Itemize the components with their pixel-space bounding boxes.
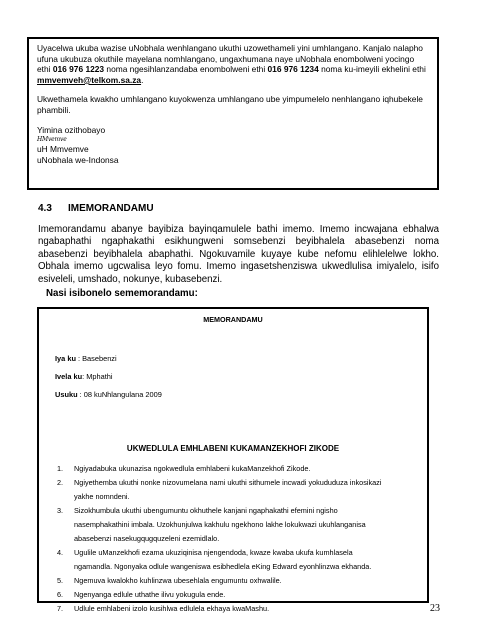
memo-item-number: 1. xyxy=(57,464,64,473)
email-link[interactable]: mmvemveh@telkom.sa.za xyxy=(37,74,142,85)
memo-item xyxy=(57,546,422,574)
memo-item-line: Ngiyadabuka ukunazisa ngokwedlula emhlabeni kukaManzekhofi Zikode. xyxy=(74,464,311,473)
contact-text: . xyxy=(141,74,144,85)
memo-item-line: Ngiyethemba ukuthi nonke nizovumelana nami ukuthi sithumele incwadi yokududuza inkosikazi xyxy=(74,478,382,487)
page-number: 23 xyxy=(430,603,440,614)
memo-item-line: nasemphakathini imbala. Uzokhunjulwa kakhulu ngekhono lakhe lokukwazi ukuhlanganisa xyxy=(74,520,366,529)
letter-paragraph-contact xyxy=(37,43,429,85)
section-number: 4.3 xyxy=(38,203,52,214)
memo-item xyxy=(57,476,422,504)
example-label: Nasi isibonelo sememorandamu: xyxy=(46,288,198,299)
memo-item xyxy=(57,462,422,476)
memo-to-row xyxy=(55,354,117,363)
signature: HMvemve xyxy=(37,136,67,144)
memo-item xyxy=(57,504,422,546)
memo-date-value: : 08 kuNhlangulana 2009 xyxy=(79,390,162,399)
memo-box xyxy=(37,307,429,613)
memo-item-number: 2. xyxy=(57,478,64,487)
letter-closing: Yimina ozithobayo xyxy=(37,124,106,135)
contact-text: noma ku-imeyili ekhelini ethi xyxy=(318,64,426,75)
memo-item-line: yakhe nomndeni. xyxy=(74,492,130,501)
memo-from-label: Ivela ku xyxy=(55,372,83,381)
memo-item-line: Ngemuva kwalokho kuhlinzwa ubesehlala engumuntu oxhwalile. xyxy=(74,576,282,585)
contact-text: noma ngesihlanzandaba enombolweni ethi xyxy=(104,64,268,75)
section-title: IMEMORANDAMU xyxy=(68,203,154,214)
memo-item-number: 7. xyxy=(57,604,64,613)
section-heading xyxy=(38,203,154,214)
memo-items-list xyxy=(57,462,422,616)
memo-from-row xyxy=(55,372,113,381)
letter-box xyxy=(27,37,439,190)
memo-to-value: : Basebenzi xyxy=(78,354,117,363)
memo-item-line: ngamandla. Ngonyaka odlule wangeniswa esibhedlela eKing Edward eyonhlinzwa ekhanda. xyxy=(74,562,372,571)
memo-from-value: : Mphathi xyxy=(82,372,113,381)
memo-item-line: Udlule emhlabeni izolo kusihlwa edlulela ekhaya kwaMashu. xyxy=(74,604,270,613)
memo-to-label: Iya ku xyxy=(55,354,76,363)
memo-item-line: abasebenzi nasekugqugquzeleni ezemidlalo. xyxy=(74,534,220,543)
memo-date-label: Usuku xyxy=(55,390,78,399)
letter-paragraph-attendance: Ukwethamela kwakho umhlangano kuyokwenza umhlangano ube yimpumelelo nenhlangano iqhubekele phambili. xyxy=(37,94,423,115)
memo-item xyxy=(57,588,422,602)
memo-item-number: 5. xyxy=(57,576,64,585)
fax-number: 016 976 1234 xyxy=(267,64,319,75)
sender-title: uNobhala we-Indonsa xyxy=(37,154,119,165)
memo-subject: UKWEDLULA EMHLABENI KUKAMANZEKHOFI ZIKODE xyxy=(126,444,340,453)
memo-item-line: Ngenyanga edlule uthathe ilivu yokugula ende. xyxy=(74,590,226,599)
contact-text: Uyacelwa ukuba wazise uNobhala wenhlangano ukuthi uzowethameli yini umhlangano. Kanjalo nalapho ufuna ukubuza okuthile mayelana nomhlangano, ungaxhumana naye uNobhala enombolweni yocingo ethi xyxy=(37,43,423,75)
memo-item-line: Ugulile uManzekhofi ezama ukuziqinisa njengendoda, kwaze kwaba ukufa kumhlasela xyxy=(74,548,353,557)
sender-name: uH Mmvemve xyxy=(37,144,89,155)
memo-title: MEMORANDAMU xyxy=(203,315,263,324)
memo-item-number: 4. xyxy=(57,548,64,557)
memo-date-row xyxy=(55,390,162,399)
memo-item xyxy=(57,602,422,616)
memo-item-number: 6. xyxy=(57,590,64,599)
phone-number: 016 976 1223 xyxy=(52,64,105,75)
memo-item xyxy=(57,574,422,588)
memo-item-number: 3. xyxy=(57,506,64,515)
memo-item-line: Sizokhumbula ukuthi ubengumuntu okhuthele kanjani ngaphakathi efemini ngisho xyxy=(74,506,338,515)
section-body: Imemorandamu abanye bayibiza bayinqamulele bathi imemo. Imemo incwajana ebhalwa ngabaphathi ngaphakathi esikhungweni somsebenzi beyibhalela abasebenzi noma abasebenzi beyibhalela abaphathi. Ngokuvamile kuyaye kube nefomu elihlelelwe lokho. Obhala imemo ugcwalisa leyo fomu. Imemo ingasetshenziswa ukwedlulisa imiyalelo, isifo esiveleli, umshado, nokunye, kubasebenzi. xyxy=(38,224,439,285)
